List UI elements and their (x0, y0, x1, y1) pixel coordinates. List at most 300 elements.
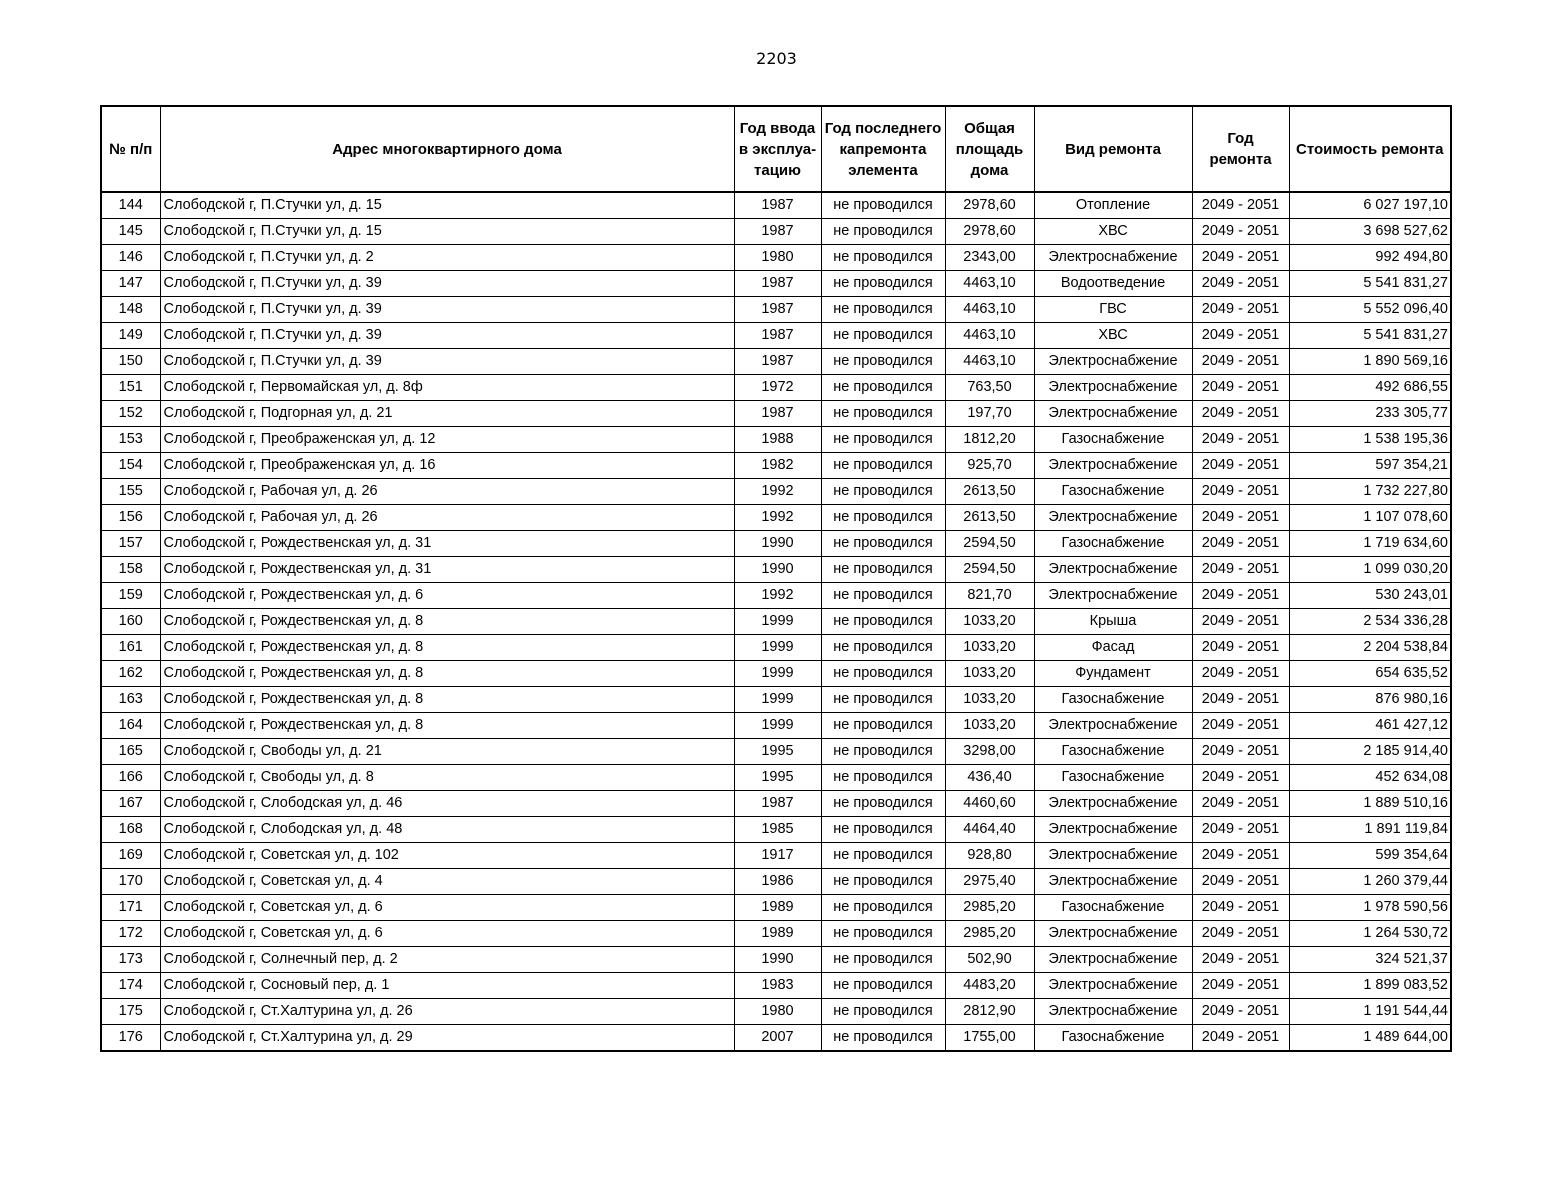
cell-year-built: 1999 (734, 609, 821, 635)
cell-last-repair: не проводился (821, 609, 945, 635)
table-row (101, 947, 1451, 973)
cell-address: Слободской г, П.Стучки ул, д. 39 (160, 297, 734, 323)
table-row (101, 427, 1451, 453)
cell-repair-type: Газоснабжение (1034, 895, 1192, 921)
cell-cost: 1 889 510,16 (1289, 791, 1451, 817)
cell-num: 166 (101, 765, 160, 791)
cell-num: 154 (101, 453, 160, 479)
cell-last-repair: не проводился (821, 765, 945, 791)
cell-repair-year: 2049 - 2051 (1192, 947, 1289, 973)
cell-repair-year: 2049 - 2051 (1192, 999, 1289, 1025)
cell-address: Слободской г, П.Стучки ул, д. 15 (160, 192, 734, 219)
cell-cost: 1 899 083,52 (1289, 973, 1451, 999)
cell-year-built: 1987 (734, 349, 821, 375)
cell-year-built: 1972 (734, 375, 821, 401)
cell-year-built: 1986 (734, 869, 821, 895)
cell-last-repair: не проводился (821, 505, 945, 531)
cell-num: 172 (101, 921, 160, 947)
cell-repair-type: Газоснабжение (1034, 479, 1192, 505)
cell-address: Слободской г, Советская ул, д. 4 (160, 869, 734, 895)
cell-cost: 599 354,64 (1289, 843, 1451, 869)
cell-repair-year: 2049 - 2051 (1192, 895, 1289, 921)
repair-schedule-table (100, 105, 1452, 1052)
cell-repair-year: 2049 - 2051 (1192, 791, 1289, 817)
cell-last-repair: не проводился (821, 375, 945, 401)
cell-num: 175 (101, 999, 160, 1025)
table-row (101, 505, 1451, 531)
cell-num: 167 (101, 791, 160, 817)
cell-address: Слободской г, Первомайская ул, д. 8ф (160, 375, 734, 401)
cell-last-repair: не проводился (821, 713, 945, 739)
cell-num: 158 (101, 557, 160, 583)
header-repair-type: Вид ремонта (1034, 106, 1192, 192)
cell-repair-year: 2049 - 2051 (1192, 401, 1289, 427)
cell-num: 162 (101, 661, 160, 687)
cell-repair-type: Электроснабжение (1034, 453, 1192, 479)
cell-year-built: 1987 (734, 791, 821, 817)
header-last-repair: Год последнего капремонта элемента (821, 106, 945, 192)
cell-repair-type: Электроснабжение (1034, 817, 1192, 843)
cell-area: 4483,20 (945, 973, 1034, 999)
cell-last-repair: не проводился (821, 973, 945, 999)
cell-cost: 1 891 119,84 (1289, 817, 1451, 843)
header-area: Общая площадь дома (945, 106, 1034, 192)
cell-address: Слободской г, Рабочая ул, д. 26 (160, 479, 734, 505)
cell-area: 4464,40 (945, 817, 1034, 843)
cell-last-repair: не проводился (821, 323, 945, 349)
cell-last-repair: не проводился (821, 999, 945, 1025)
cell-area: 2613,50 (945, 479, 1034, 505)
cell-num: 156 (101, 505, 160, 531)
table-row (101, 999, 1451, 1025)
cell-area: 763,50 (945, 375, 1034, 401)
cell-repair-type: Электроснабжение (1034, 843, 1192, 869)
cell-num: 169 (101, 843, 160, 869)
cell-cost: 1 978 590,56 (1289, 895, 1451, 921)
cell-year-built: 1987 (734, 192, 821, 219)
cell-area: 925,70 (945, 453, 1034, 479)
cell-address: Слободской г, Слободская ул, д. 46 (160, 791, 734, 817)
cell-cost: 1 538 195,36 (1289, 427, 1451, 453)
cell-cost: 2 185 914,40 (1289, 739, 1451, 765)
table-row (101, 687, 1451, 713)
cell-repair-year: 2049 - 2051 (1192, 271, 1289, 297)
cell-num: 160 (101, 609, 160, 635)
cell-repair-type: ХВС (1034, 219, 1192, 245)
cell-repair-type: Газоснабжение (1034, 765, 1192, 791)
cell-area: 2985,20 (945, 895, 1034, 921)
cell-last-repair: не проводился (821, 869, 945, 895)
cell-last-repair: не проводился (821, 453, 945, 479)
cell-year-built: 1999 (734, 713, 821, 739)
table-row (101, 661, 1451, 687)
cell-year-built: 1992 (734, 583, 821, 609)
cell-address: Слободской г, Советская ул, д. 6 (160, 921, 734, 947)
cell-num: 164 (101, 713, 160, 739)
cell-repair-year: 2049 - 2051 (1192, 427, 1289, 453)
cell-year-built: 1989 (734, 921, 821, 947)
cell-last-repair: не проводился (821, 557, 945, 583)
table-row (101, 245, 1451, 271)
cell-repair-year: 2049 - 2051 (1192, 375, 1289, 401)
cell-last-repair: не проводился (821, 895, 945, 921)
cell-area: 2975,40 (945, 869, 1034, 895)
cell-num: 168 (101, 817, 160, 843)
table-row (101, 219, 1451, 245)
cell-year-built: 1990 (734, 557, 821, 583)
cell-num: 165 (101, 739, 160, 765)
cell-repair-type: Электроснабжение (1034, 999, 1192, 1025)
cell-repair-year: 2049 - 2051 (1192, 661, 1289, 687)
cell-cost: 992 494,80 (1289, 245, 1451, 271)
header-num: № п/п (101, 106, 160, 192)
cell-last-repair: не проводился (821, 583, 945, 609)
cell-year-built: 1985 (734, 817, 821, 843)
cell-num: 150 (101, 349, 160, 375)
cell-repair-type: Электроснабжение (1034, 401, 1192, 427)
cell-area: 502,90 (945, 947, 1034, 973)
table-row (101, 192, 1451, 219)
cell-last-repair: не проводился (821, 739, 945, 765)
cell-area: 1033,20 (945, 661, 1034, 687)
cell-area: 2343,00 (945, 245, 1034, 271)
cell-year-built: 1989 (734, 895, 821, 921)
cell-cost: 1 890 569,16 (1289, 349, 1451, 375)
cell-cost: 452 634,08 (1289, 765, 1451, 791)
cell-repair-type: Электроснабжение (1034, 713, 1192, 739)
cell-cost: 3 698 527,62 (1289, 219, 1451, 245)
cell-year-built: 1987 (734, 219, 821, 245)
cell-num: 161 (101, 635, 160, 661)
cell-last-repair: не проводился (821, 401, 945, 427)
cell-address: Слободской г, Свободы ул, д. 8 (160, 765, 734, 791)
cell-repair-type: Электроснабжение (1034, 947, 1192, 973)
cell-num: 151 (101, 375, 160, 401)
cell-repair-type: ГВС (1034, 297, 1192, 323)
cell-address: Слободской г, Рождественская ул, д. 31 (160, 557, 734, 583)
cell-address: Слободской г, П.Стучки ул, д. 39 (160, 271, 734, 297)
cell-cost: 233 305,77 (1289, 401, 1451, 427)
cell-cost: 1 732 227,80 (1289, 479, 1451, 505)
cell-repair-year: 2049 - 2051 (1192, 583, 1289, 609)
cell-address: Слободской г, Советская ул, д. 102 (160, 843, 734, 869)
cell-year-built: 1995 (734, 739, 821, 765)
header-repair-year: Год ремонта (1192, 106, 1289, 192)
cell-year-built: 1982 (734, 453, 821, 479)
cell-cost: 1 260 379,44 (1289, 869, 1451, 895)
cell-cost: 324 521,37 (1289, 947, 1451, 973)
cell-area: 1033,20 (945, 687, 1034, 713)
cell-cost: 1 719 634,60 (1289, 531, 1451, 557)
cell-area: 3298,00 (945, 739, 1034, 765)
cell-address: Слободской г, Рождественская ул, д. 6 (160, 583, 734, 609)
cell-num: 174 (101, 973, 160, 999)
cell-last-repair: не проводился (821, 817, 945, 843)
cell-address: Слободской г, П.Стучки ул, д. 39 (160, 323, 734, 349)
cell-address: Слободской г, Ст.Халтурина ул, д. 29 (160, 1025, 734, 1052)
cell-year-built: 1987 (734, 297, 821, 323)
cell-year-built: 1999 (734, 635, 821, 661)
cell-repair-year: 2049 - 2051 (1192, 817, 1289, 843)
cell-last-repair: не проводился (821, 531, 945, 557)
cell-repair-type: Электроснабжение (1034, 583, 1192, 609)
cell-repair-type: Газоснабжение (1034, 687, 1192, 713)
cell-cost: 461 427,12 (1289, 713, 1451, 739)
cell-repair-year: 2049 - 2051 (1192, 973, 1289, 999)
cell-area: 821,70 (945, 583, 1034, 609)
header-cost: Стоимость ремонта (1289, 106, 1451, 192)
table-body (101, 192, 1451, 1051)
cell-address: Слободской г, П.Стучки ул, д. 2 (160, 245, 734, 271)
table-row (101, 713, 1451, 739)
cell-num: 148 (101, 297, 160, 323)
cell-address: Слободской г, Рождественская ул, д. 8 (160, 609, 734, 635)
cell-area: 1812,20 (945, 427, 1034, 453)
cell-address: Слободской г, Подгорная ул, д. 21 (160, 401, 734, 427)
cell-last-repair: не проводился (821, 297, 945, 323)
cell-cost: 2 204 538,84 (1289, 635, 1451, 661)
table-row (101, 531, 1451, 557)
cell-repair-type: Фасад (1034, 635, 1192, 661)
cell-last-repair: не проводился (821, 427, 945, 453)
cell-last-repair: не проводился (821, 843, 945, 869)
cell-area: 928,80 (945, 843, 1034, 869)
cell-last-repair: не проводился (821, 192, 945, 219)
cell-num: 163 (101, 687, 160, 713)
cell-repair-type: Электроснабжение (1034, 557, 1192, 583)
table-row (101, 921, 1451, 947)
cell-cost: 530 243,01 (1289, 583, 1451, 609)
cell-area: 2594,50 (945, 557, 1034, 583)
table-row (101, 557, 1451, 583)
table-row (101, 583, 1451, 609)
cell-num: 145 (101, 219, 160, 245)
cell-cost: 597 354,21 (1289, 453, 1451, 479)
cell-repair-year: 2049 - 2051 (1192, 635, 1289, 661)
cell-last-repair: не проводился (821, 921, 945, 947)
cell-year-built: 1990 (734, 531, 821, 557)
cell-repair-year: 2049 - 2051 (1192, 505, 1289, 531)
cell-repair-type: Электроснабжение (1034, 245, 1192, 271)
cell-area: 1033,20 (945, 609, 1034, 635)
cell-area: 4463,10 (945, 297, 1034, 323)
cell-cost: 1 489 644,00 (1289, 1025, 1451, 1052)
cell-repair-year: 2049 - 2051 (1192, 323, 1289, 349)
cell-year-built: 1987 (734, 401, 821, 427)
cell-area: 4463,10 (945, 349, 1034, 375)
cell-area: 197,70 (945, 401, 1034, 427)
cell-address: Слободской г, Рабочая ул, д. 26 (160, 505, 734, 531)
cell-repair-type: Электроснабжение (1034, 791, 1192, 817)
cell-repair-type: Электроснабжение (1034, 869, 1192, 895)
cell-area: 2594,50 (945, 531, 1034, 557)
cell-last-repair: не проводился (821, 245, 945, 271)
cell-repair-type: Газоснабжение (1034, 739, 1192, 765)
cell-address: Слободской г, Сосновый пер, д. 1 (160, 973, 734, 999)
cell-last-repair: не проводился (821, 271, 945, 297)
table-row (101, 635, 1451, 661)
cell-address: Слободской г, П.Стучки ул, д. 39 (160, 349, 734, 375)
header-year-built: Год ввода в эксплуа-тацию (734, 106, 821, 192)
cell-repair-type: Электроснабжение (1034, 973, 1192, 999)
cell-num: 153 (101, 427, 160, 453)
cell-repair-year: 2049 - 2051 (1192, 479, 1289, 505)
cell-repair-type: Газоснабжение (1034, 427, 1192, 453)
table-row (101, 765, 1451, 791)
cell-repair-year: 2049 - 2051 (1192, 921, 1289, 947)
cell-cost: 1 099 030,20 (1289, 557, 1451, 583)
cell-repair-type: ХВС (1034, 323, 1192, 349)
cell-last-repair: не проводился (821, 349, 945, 375)
cell-repair-type: Газоснабжение (1034, 1025, 1192, 1052)
table-row (101, 349, 1451, 375)
cell-address: Слободской г, Свободы ул, д. 21 (160, 739, 734, 765)
cell-year-built: 1990 (734, 947, 821, 973)
cell-year-built: 1999 (734, 687, 821, 713)
cell-area: 1033,20 (945, 713, 1034, 739)
table-row (101, 453, 1451, 479)
cell-year-built: 1995 (734, 765, 821, 791)
cell-num: 157 (101, 531, 160, 557)
cell-repair-year: 2049 - 2051 (1192, 297, 1289, 323)
cell-year-built: 1988 (734, 427, 821, 453)
header-address: Адрес многоквартирного дома (160, 106, 734, 192)
cell-num: 144 (101, 192, 160, 219)
cell-last-repair: не проводился (821, 791, 945, 817)
cell-repair-type: Газоснабжение (1034, 531, 1192, 557)
cell-repair-year: 2049 - 2051 (1192, 713, 1289, 739)
cell-cost: 1 264 530,72 (1289, 921, 1451, 947)
cell-address: Слободской г, Солнечный пер, д. 2 (160, 947, 734, 973)
cell-area: 2985,20 (945, 921, 1034, 947)
cell-repair-year: 2049 - 2051 (1192, 765, 1289, 791)
cell-num: 147 (101, 271, 160, 297)
cell-year-built: 1992 (734, 479, 821, 505)
cell-address: Слободской г, Преображенская ул, д. 16 (160, 453, 734, 479)
cell-repair-year: 2049 - 2051 (1192, 192, 1289, 219)
cell-repair-year: 2049 - 2051 (1192, 557, 1289, 583)
cell-year-built: 2007 (734, 1025, 821, 1052)
cell-address: Слободской г, Рождественская ул, д. 31 (160, 531, 734, 557)
table-header-row (101, 106, 1451, 192)
cell-cost: 5 541 831,27 (1289, 271, 1451, 297)
cell-area: 4460,60 (945, 791, 1034, 817)
table-row (101, 973, 1451, 999)
table-row (101, 843, 1451, 869)
cell-cost: 2 534 336,28 (1289, 609, 1451, 635)
table-row (101, 817, 1451, 843)
cell-repair-year: 2049 - 2051 (1192, 609, 1289, 635)
cell-address: Слободской г, Рождественская ул, д. 8 (160, 713, 734, 739)
cell-repair-year: 2049 - 2051 (1192, 219, 1289, 245)
cell-num: 171 (101, 895, 160, 921)
cell-area: 2613,50 (945, 505, 1034, 531)
cell-area: 436,40 (945, 765, 1034, 791)
cell-last-repair: не проводился (821, 635, 945, 661)
cell-repair-type: Крыша (1034, 609, 1192, 635)
cell-last-repair: не проводился (821, 219, 945, 245)
table-row (101, 375, 1451, 401)
table-row (101, 401, 1451, 427)
cell-num: 146 (101, 245, 160, 271)
cell-year-built: 1987 (734, 271, 821, 297)
cell-area: 2812,90 (945, 999, 1034, 1025)
cell-repair-type: Электроснабжение (1034, 505, 1192, 531)
cell-year-built: 1992 (734, 505, 821, 531)
table-row (101, 1025, 1451, 1052)
cell-address: Слободской г, Рождественская ул, д. 8 (160, 661, 734, 687)
cell-repair-type: Электроснабжение (1034, 375, 1192, 401)
table-row (101, 297, 1451, 323)
cell-last-repair: не проводился (821, 687, 945, 713)
table-row (101, 323, 1451, 349)
cell-year-built: 1917 (734, 843, 821, 869)
cell-cost: 1 107 078,60 (1289, 505, 1451, 531)
cell-year-built: 1999 (734, 661, 821, 687)
cell-area: 4463,10 (945, 323, 1034, 349)
cell-address: Слободской г, Рождественская ул, д. 8 (160, 635, 734, 661)
cell-address: Слободской г, Преображенская ул, д. 12 (160, 427, 734, 453)
table-row (101, 271, 1451, 297)
cell-num: 155 (101, 479, 160, 505)
cell-repair-type: Фундамент (1034, 661, 1192, 687)
cell-num: 173 (101, 947, 160, 973)
cell-repair-type: Водоотведение (1034, 271, 1192, 297)
cell-area: 2978,60 (945, 192, 1034, 219)
cell-num: 149 (101, 323, 160, 349)
table-row (101, 895, 1451, 921)
cell-repair-year: 2049 - 2051 (1192, 843, 1289, 869)
cell-repair-year: 2049 - 2051 (1192, 687, 1289, 713)
cell-address: Слободской г, Советская ул, д. 6 (160, 895, 734, 921)
cell-last-repair: не проводился (821, 661, 945, 687)
cell-cost: 5 552 096,40 (1289, 297, 1451, 323)
cell-year-built: 1980 (734, 245, 821, 271)
cell-num: 170 (101, 869, 160, 895)
table-row (101, 479, 1451, 505)
table-row (101, 791, 1451, 817)
cell-cost: 5 541 831,27 (1289, 323, 1451, 349)
cell-last-repair: не проводился (821, 947, 945, 973)
cell-repair-type: Электроснабжение (1034, 921, 1192, 947)
cell-address: Слободской г, Рождественская ул, д. 8 (160, 687, 734, 713)
cell-repair-year: 2049 - 2051 (1192, 453, 1289, 479)
cell-address: Слободской г, Ст.Халтурина ул, д. 26 (160, 999, 734, 1025)
cell-repair-year: 2049 - 2051 (1192, 869, 1289, 895)
cell-num: 159 (101, 583, 160, 609)
cell-cost: 492 686,55 (1289, 375, 1451, 401)
cell-last-repair: не проводился (821, 1025, 945, 1052)
cell-year-built: 1980 (734, 999, 821, 1025)
table-row (101, 609, 1451, 635)
cell-repair-year: 2049 - 2051 (1192, 531, 1289, 557)
cell-cost: 1 191 544,44 (1289, 999, 1451, 1025)
cell-cost: 876 980,16 (1289, 687, 1451, 713)
cell-year-built: 1983 (734, 973, 821, 999)
cell-area: 1755,00 (945, 1025, 1034, 1052)
page-number: 2203 (756, 49, 797, 68)
cell-area: 1033,20 (945, 635, 1034, 661)
cell-num: 152 (101, 401, 160, 427)
cell-repair-year: 2049 - 2051 (1192, 739, 1289, 765)
cell-num: 176 (101, 1025, 160, 1052)
table-row (101, 869, 1451, 895)
cell-area: 4463,10 (945, 271, 1034, 297)
cell-address: Слободской г, П.Стучки ул, д. 15 (160, 219, 734, 245)
cell-cost: 6 027 197,10 (1289, 192, 1451, 219)
cell-year-built: 1987 (734, 323, 821, 349)
cell-repair-year: 2049 - 2051 (1192, 1025, 1289, 1052)
